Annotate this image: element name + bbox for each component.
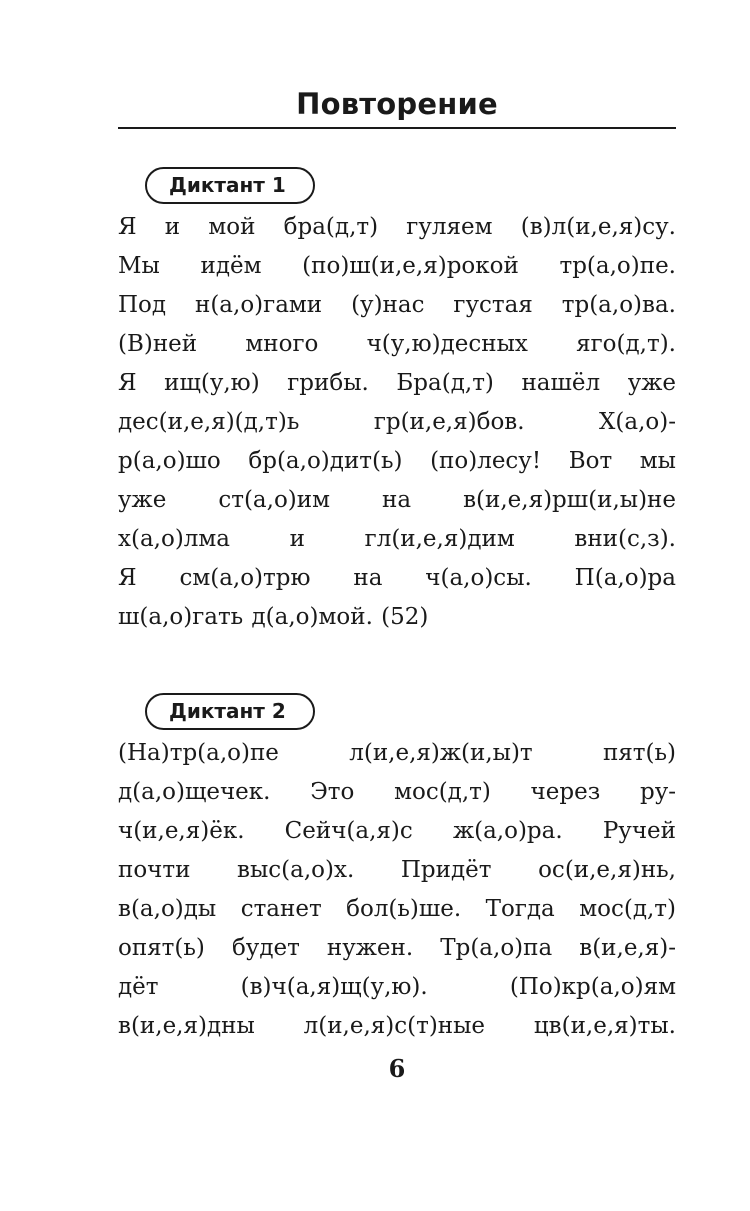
text-line: Я и мой бра(д,т) гуляем (в)л(и,е,я)су. [118,214,676,240]
text-line: в(а,о)ды станет бол(ь)ше. Тогда мос(д,т) [118,896,676,922]
text-line: почти выс(а,о)х. Придёт ос(и,е,я)нь, [118,857,676,883]
text-line: Мы идём (по)ш(и,е,я)рокой тр(а,о)пе. [118,253,676,279]
text-line: р(а,о)шо бр(а,о)дит(ь) (по)лесу! Вот мы [118,448,676,474]
text-line: х(а,о)лма и гл(и,е,я)дим вни(с,з). [118,526,676,552]
text-line: ш(а,о)гать д(а,о)мой. (52) [118,604,429,630]
text-line: (На)тр(а,о)пе л(и,е,я)ж(и,ы)т пят(ь) [118,740,676,766]
header-divider [118,127,676,129]
dictation-1-text [118,208,676,637]
text-line: д(а,о)щечек. Это мос(д,т) через ру- [118,779,676,805]
book-page [118,0,676,1211]
dictation-2-text [118,734,676,1046]
text-line: опят(ь) будет нужен. Тр(а,о)па в(и,е,я)- [118,935,676,961]
text-line: Под н(а,о)гами (у)нас густая тр(а,о)ва. [118,292,676,318]
text-line: уже ст(а,о)им на в(и,е,я)рш(и,ы)не [118,487,676,513]
text-line: Я ищ(у,ю) грибы. Бра(д,т) нашёл уже [118,370,676,396]
dictation-1-label: Диктант 1 [145,167,315,204]
text-line: дес(и,е,я)(д,т)ь гр(и,е,я)бов. Х(а,о)- [118,409,676,435]
text-line: (В)ней много ч(у,ю)десных яго(д,т). [118,331,676,357]
page-title: Повторение [296,87,498,121]
text-line: ч(и,е,я)ёк. Сейч(а,я)с ж(а,о)ра. Ручей [118,818,676,844]
dictation-2-label: Диктант 2 [145,693,315,730]
text-line: Я см(а,о)трю на ч(а,о)сы. П(а,о)ра [118,565,676,591]
text-line: в(и,е,я)дны л(и,е,я)с(т)ные цв(и,е,я)ты. [118,1013,676,1039]
text-line: дёт (в)ч(а,я)щ(у,ю). (По)кр(а,о)ям [118,974,676,1000]
page-number: 6 [388,1054,406,1083]
